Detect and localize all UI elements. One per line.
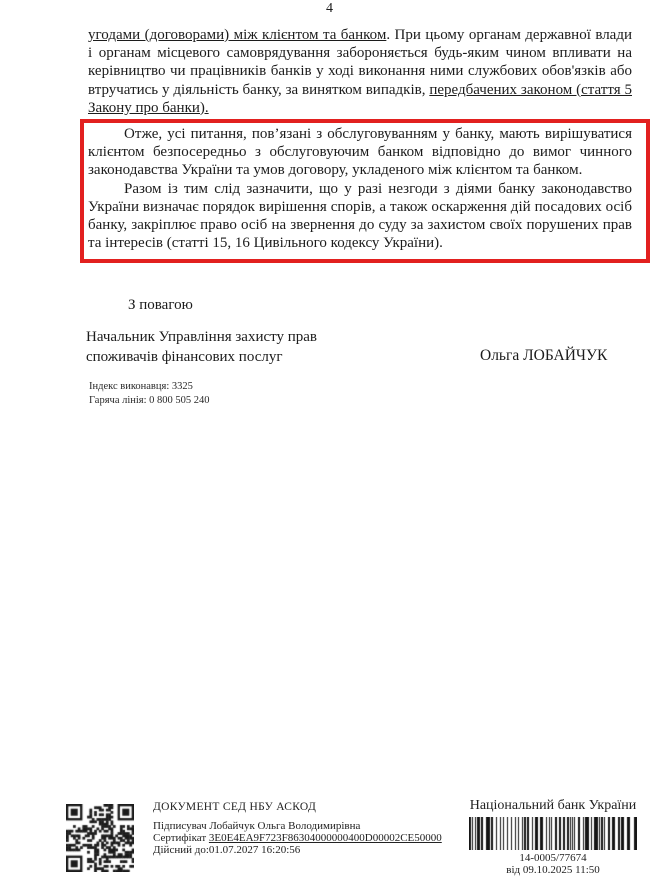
highlight-paragraph: Отже, усі питання, пов’язані з обслуговуванням у банку, мають вирішуватися клієнтом безпосередньо з обслуговуючим банком відповідно до вимог чинного законодавства України та умов договору, укладеного між клієнтом та банком. bbox=[88, 126, 632, 179]
signer-position-line: споживачів фінансових послуг bbox=[86, 348, 283, 365]
underlined-clause: угодами (договорами) між клієнтом та банком bbox=[88, 27, 387, 43]
barcode-icon bbox=[469, 817, 637, 850]
intro-paragraph bbox=[88, 26, 632, 117]
signer-name: Ольга ЛОБАЙЧУК bbox=[480, 347, 608, 364]
certificate-line bbox=[153, 833, 442, 845]
signer-line: Підписувач Лобайчук Ольга Володимирівна bbox=[153, 820, 361, 832]
stamp-organization: Національний банк України bbox=[469, 798, 637, 813]
signer-position bbox=[86, 328, 317, 367]
qr-code-icon bbox=[66, 804, 134, 872]
executor-index: Індекс виконавця: 3325 bbox=[89, 381, 193, 392]
intro-paragraph-text: . При цьому органам державної влади і органам місцевого самоврядування забороняється будь-яким чином впливати на керівництво чи працівників банків у ході виконання ними службових обов'язків або втручатись у діяльність банку, за винятком випадків, bbox=[88, 27, 633, 98]
certificate-number: 3E0E4EA9F723F86304000000400D00002CE50000 bbox=[208, 831, 442, 844]
executor-info bbox=[89, 380, 210, 407]
underlined-statute: передбачених законом (стаття 5 Закону про банки). bbox=[88, 81, 632, 116]
hotline-number: Гаряча лінія: 0 800 505 240 bbox=[89, 394, 210, 406]
highlight-box bbox=[80, 119, 650, 263]
registration-stamp bbox=[448, 798, 658, 876]
page-number: 4 bbox=[326, 1, 333, 16]
sed-system-title: ДОКУМЕНТ СЕД НБУ АСКОД bbox=[153, 801, 317, 813]
signer-position-line: Начальник Управління захисту прав bbox=[86, 329, 318, 345]
salutation: З повагою bbox=[128, 297, 193, 313]
stamp-doc-date: від 09.10.2025 11:50 bbox=[506, 864, 600, 876]
validity-line: Дійсний до:01.07.2027 16:20:56 bbox=[153, 843, 301, 856]
esignature-details bbox=[153, 821, 442, 856]
esignature-block bbox=[153, 801, 442, 856]
stamp-doc-number: 14-0005/77674 bbox=[519, 852, 587, 864]
certificate-label: Сертифікат bbox=[153, 831, 209, 844]
highlight-paragraph: Разом із тим слід зазначити, що у разі незгоди з діями банку законодавство України визначає порядок вирішення спорів, а також оскарження дій посадових осіб банку, закріплює право осіб на звернення до суду за захистом своїх порушених прав та інтересів (статті 15, 16 Цивільного кодексу України). bbox=[88, 180, 632, 252]
